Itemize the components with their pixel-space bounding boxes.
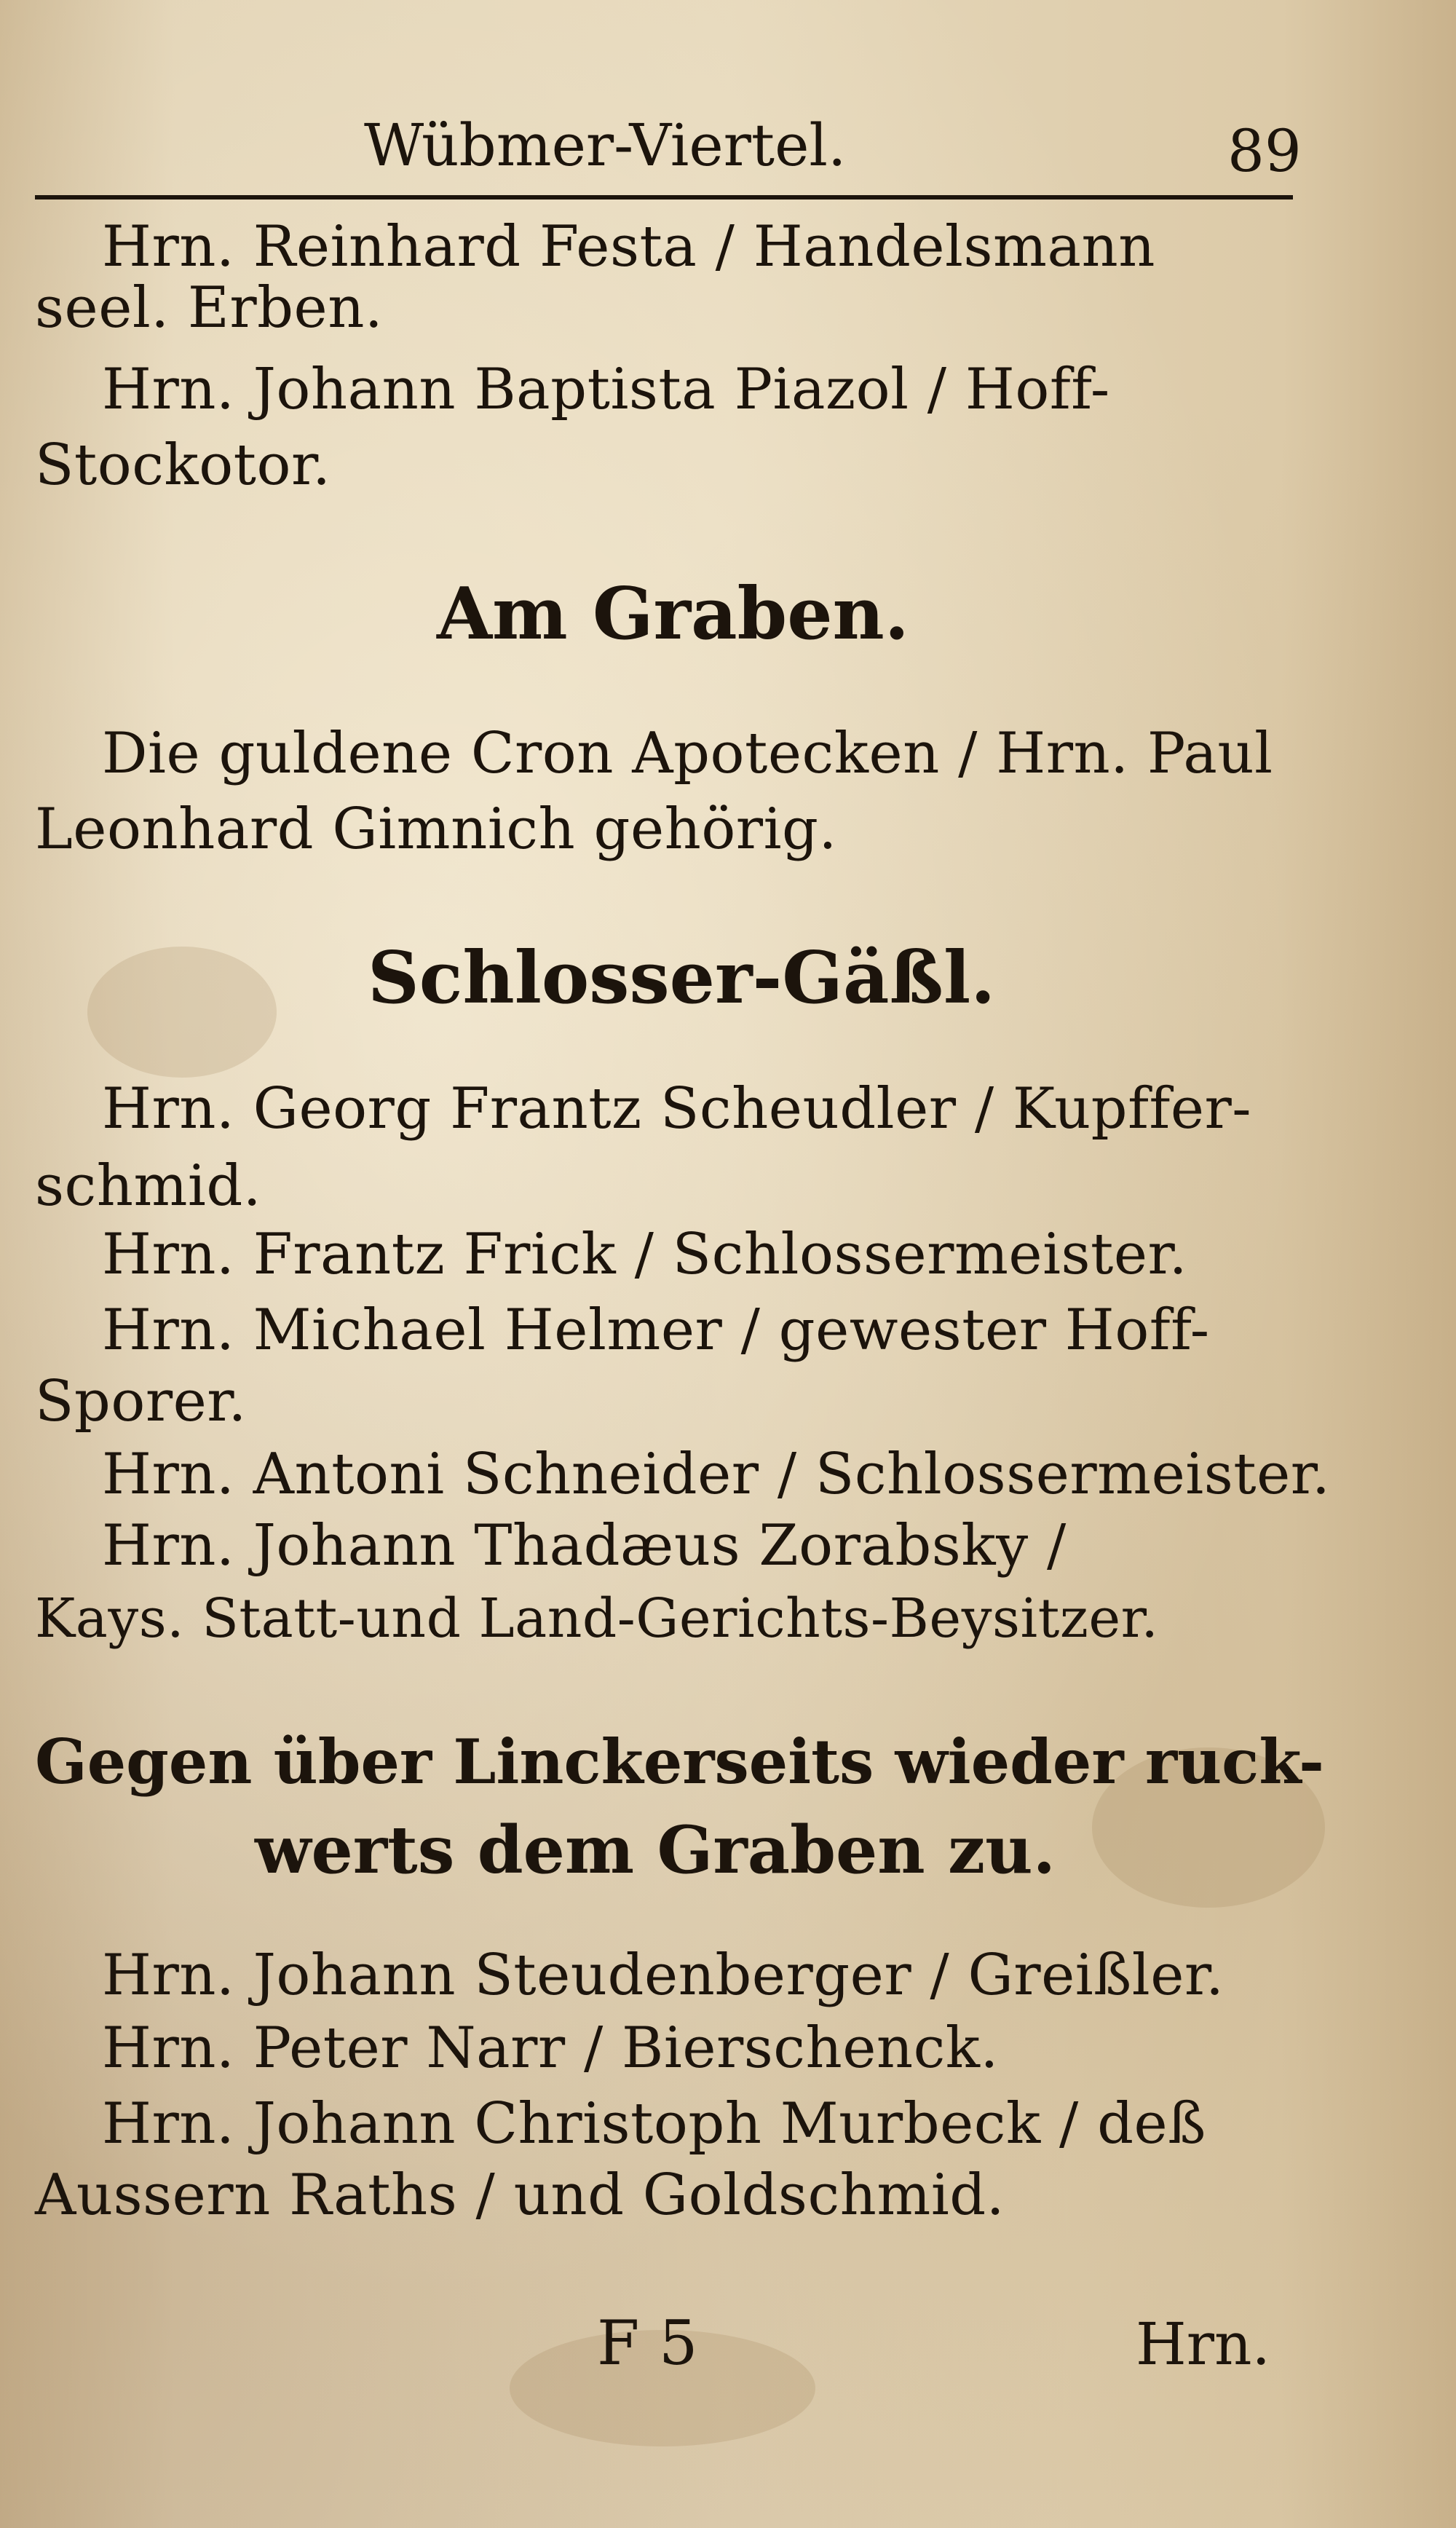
paper-stain (87, 947, 277, 1078)
section-title-am-graben: Am Graben. (437, 572, 909, 656)
entry-line: Leonhard Gimnich gehörig. (35, 797, 837, 862)
signature-mark: F 5 (597, 2307, 698, 2379)
entry-line: Hrn. Michael Helmer / gewester Hoff- (102, 1297, 1210, 1363)
catchword: Hrn. (1136, 2310, 1270, 2378)
section-title-gegen-uber: Gegen über Linckerseits wieder ruck- (35, 1726, 1324, 1798)
running-title: Wübmer-Viertel. (364, 111, 847, 179)
entry-line: Hrn. Johann Thadæus Zorabsky / (102, 1513, 1067, 1579)
entry-line: Hrn. Georg Frantz Scheudler / Kupffer- (102, 1076, 1252, 1142)
header-rule (35, 195, 1293, 200)
entry-line: Hrn. Reinhard Festa / Handelsmann (102, 214, 1155, 280)
entry-line: schmid. (35, 1153, 262, 1219)
entry-line: Hrn. Johann Christoph Murbeck / deß (102, 2091, 1206, 2157)
entry-line: Kays. Statt-und Land-Gerichts-Beysitzer. (35, 1587, 1159, 1650)
page-number: 89 (1227, 117, 1302, 185)
entry-line: Hrn. Antoni Schneider / Schlossermeister. (102, 1442, 1331, 1507)
entry-line: Hrn. Johann Baptista Piazol / Hoff- (102, 357, 1110, 422)
entry-line: seel. Erben. (35, 275, 384, 341)
entry-line: Hrn. Peter Narr / Bierschenck. (102, 2015, 999, 2081)
entry-line: Hrn. Johann Steudenberger / Greißler. (102, 1943, 1224, 2008)
entry-line: Sporer. (35, 1369, 247, 1434)
section-title-gegen-uber-cont: werts dem Graben zu. (255, 1812, 1056, 1889)
section-title-schlosser-gassl: Schlosser-Gäßl. (368, 936, 996, 1020)
entry-line: Stockotor. (35, 432, 331, 498)
entry-line: Aussern Raths / und Goldschmid. (35, 2162, 1005, 2228)
entry-line: Die guldene Cron Apotecken / Hrn. Paul (102, 721, 1273, 786)
entry-line: Hrn. Frantz Frick / Schlossermeister. (102, 1222, 1188, 1287)
